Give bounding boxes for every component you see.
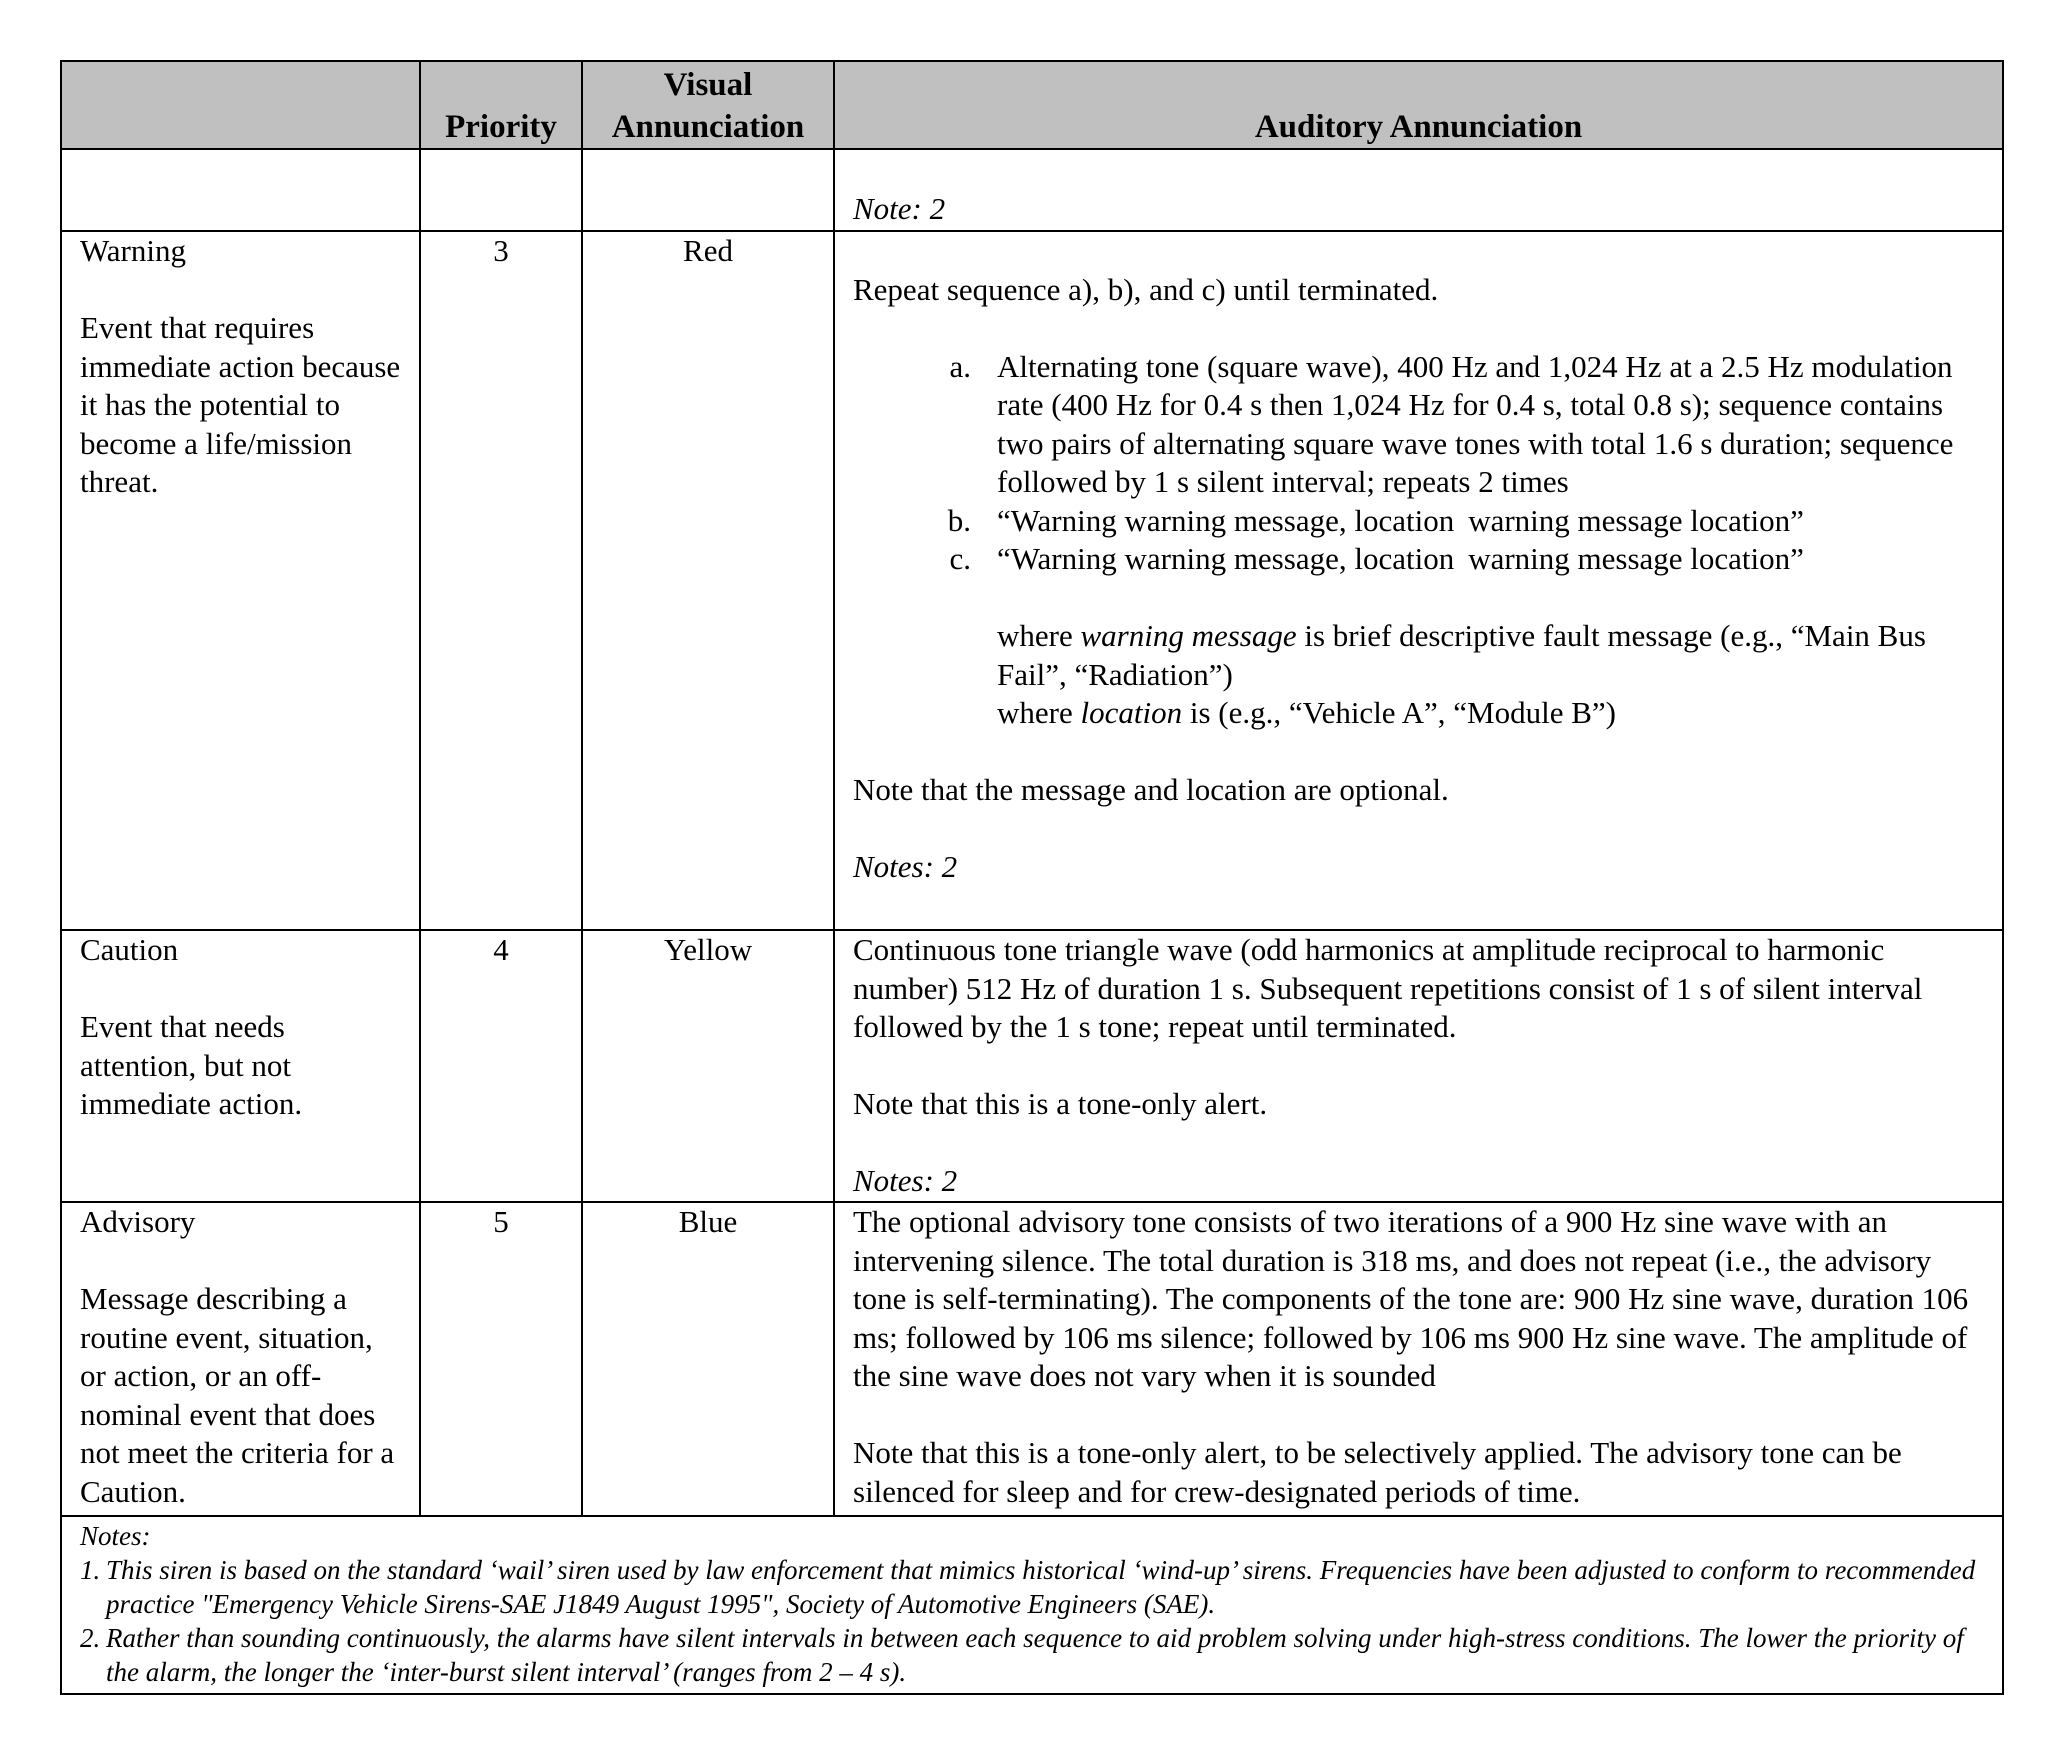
category-name: Caution [80,932,179,967]
cell-caution-visual: Yellow [582,930,834,1202]
table-row-notes [61,1516,2003,1694]
table-row-continuation [61,149,2003,231]
header-visual-annunciation [582,61,834,149]
text-part: where [997,695,1081,730]
annunciation-table [60,60,2004,1695]
where-warning-message [879,617,1984,694]
text-part: is brief descriptive fault message (e.g., “Main Bus Fail”, “Radiation”) [997,618,1926,692]
table-row-warning [61,231,2003,930]
list-text-part: warning message location” [1468,541,1804,576]
cell-empty [61,149,420,231]
tone-description: The optional advisory tone consists of two iterations of a 900 Hz sine wave with an intervening silence. The total duration is 318 ms, and does not repeat (i.e., the advisory tone is self-terminating). The components of the tone are: 900 Hz sine wave, duration 106 ms; followed by 106 ms silence; followed by 106 ms 900 Hz sine wave. The amplitude of the sine wave does not vary when it is sounded [853,1204,1969,1393]
cell-advisory-category [61,1202,420,1516]
header-visual-line1: Visual [663,67,753,103]
table-row-caution [61,930,2003,1202]
optional-note: Note that the message and location are optional. [853,772,1449,807]
text-emphasis: location [1080,695,1183,730]
category-name: Warning [80,233,186,268]
notes-reference: Notes: 2 [853,1163,958,1198]
table-row-advisory [61,1202,2003,1516]
list-marker: b. [947,502,971,538]
note-reference: Note: 2 [853,191,946,226]
text-part: is (e.g., “Vehicle A”, “Module B”) [1182,695,1616,730]
header-visual-line2: Annunciation [611,109,805,145]
cell-auditory-continuation [834,149,2003,231]
list-text-part: “Warning warning message, location [997,541,1455,576]
list-text-part: “Warning warning message, location [997,502,1455,538]
footnote-number: 1. [80,1555,101,1585]
list-marker: a. [949,348,971,384]
cell-caution-priority: 4 [420,930,582,1202]
footnotes-heading: Notes: [80,1521,151,1551]
cell-empty [582,149,834,231]
sequence-intro: Repeat sequence a), b), and c) until terminated. [853,271,1439,307]
header-priority: Priority [420,61,582,149]
list-marker: c. [949,541,971,576]
footnote-item [80,1621,1984,1689]
list-text [971,540,1804,579]
cell-warning-visual: Red [582,231,834,930]
list-item [853,540,1984,579]
category-description: Event that needs attention, but not immediate action. [80,1009,303,1121]
category-description: Event that requires immediate action because it has the potential to become a life/mission threat. [80,310,401,499]
text-emphasis: warning message [1080,618,1297,653]
header-category [61,61,420,149]
footnote-number: 2. [80,1623,101,1653]
cell-warning-priority: 3 [420,231,582,930]
tone-only-note: Note that this is a tone-only alert. [853,1086,1268,1121]
where-location [879,694,1984,733]
footnote-text: Rather than sounding continuously, the alarms have silent intervals in between each sequence to aid problem solving under high-stress conditions. The lower the priority of the alarm, the longer the ‘inter-burst silent interval’ (ranges from 2 – 4 s). [106,1623,1964,1687]
footnotes [61,1516,2003,1694]
notes-reference: Notes: 2 [853,849,958,884]
cell-advisory-priority: 5 [420,1202,582,1516]
text-part: where [997,618,1081,653]
list-text-part: warning message location” [1468,502,1804,538]
cell-caution-auditory [834,930,2003,1202]
header-row [61,61,2003,149]
header-auditory-annunciation: Auditory Annunciation [834,61,2003,149]
cell-warning-auditory [834,231,2003,930]
cell-advisory-visual: Blue [582,1202,834,1516]
cell-caution-category [61,930,420,1202]
tone-description: Continuous tone triangle wave (odd harmonics at amplitude reciprocal to harmonic number) 512 Hz of duration 1 s. Subsequent repetitions consist of 1 s of silent interval followed by the 1 s tone; repeat until terminated. [853,932,1923,1044]
footnote-text: This siren is based on the standard ‘wail’ siren used by law enforcement that mimics historical ‘wind-up’ sirens. Frequencies have been adjusted to conform to recommended practice "Emergency Vehicle Sirens-SAE J1849 August 1995", Society of Automotive Engineers (SAE). [106,1555,1976,1619]
category-name: Advisory [80,1204,196,1239]
cell-advisory-auditory [834,1202,2003,1516]
list-item [853,348,1984,502]
footnote-item [80,1553,1984,1621]
list-text [971,502,1804,541]
cell-empty [420,149,582,231]
tone-only-note: Note that this is a tone-only alert, to be selectively applied. The advisory tone can be silenced for sleep and for crew-designated periods of time. [853,1435,1902,1509]
list-item [853,502,1984,541]
category-description: Message describing a routine event, situation, or action, or an off-nominal event that does not meet the criteria for a Caution. [80,1281,395,1509]
sequence-list [853,348,1984,579]
cell-warning-category [61,231,420,930]
list-text: Alternating tone (square wave), 400 Hz and 1,024 Hz at a 2.5 Hz modulation rate (400 Hz for 0.4 s then 1,024 Hz for 0.4 s, total 0.8 s); sequence contains two pairs of alternating square wave tones with total 1.6 s duration; sequence followed by 1 s silent interval; repeats 2 times [997,348,1954,499]
